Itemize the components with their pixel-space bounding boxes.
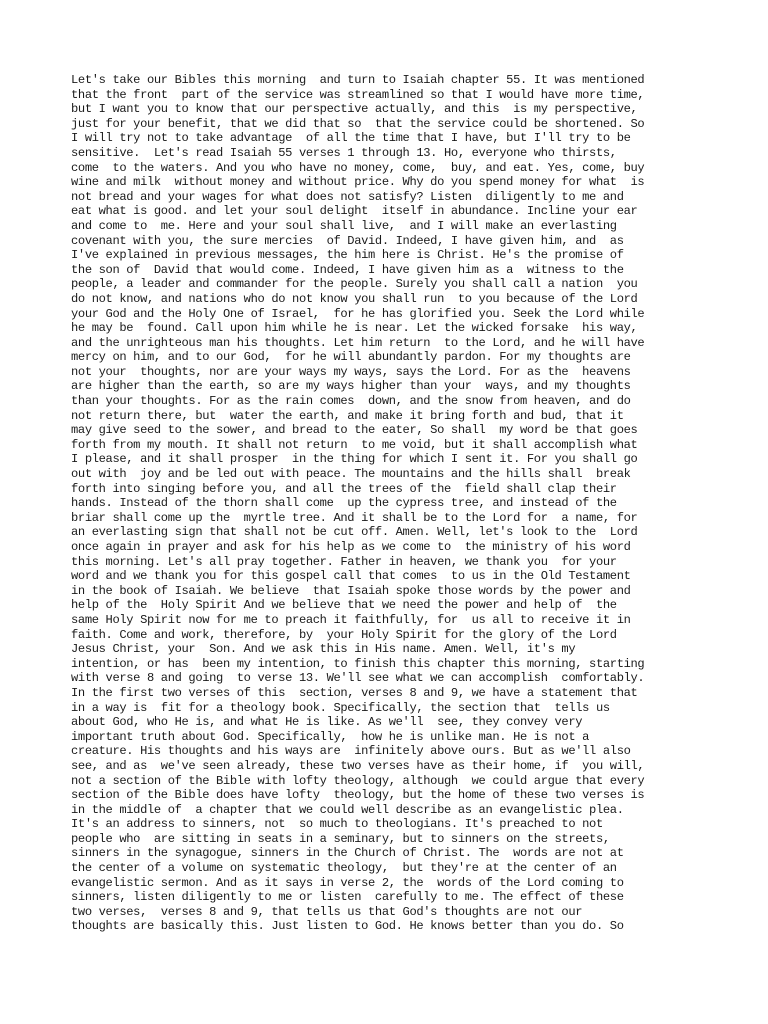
text-line: important truth about God. Specifically, how he is unlike man. He is not a [71,729,590,744]
text-line: evangelistic sermon. And as it says in verse 2, the words of the Lord coming to [71,875,624,890]
text-line: that the front part of the service was streamlined so that I would have more time, [71,87,645,102]
text-line: not your thoughts, nor are your ways my ways, says the Lord. For as the heavens [71,364,631,379]
text-line: forth from my mouth. It shall not return to me void, but it shall accomplish what [71,437,638,452]
text-line: intention, or has been my intention, to finish this chapter this morning, starting [71,656,645,671]
text-line: in the middle of a chapter that we could well describe as an evangelistic plea. [71,802,624,817]
text-line: and the unrighteous man his thoughts. Let him return to the Lord, and he will have [71,335,645,350]
text-line: thoughts are basically this. Just listen to God. He knows better than you do. So [71,919,624,934]
text-line: two verses, verses 8 and 9, that tells us that God's thoughts are not our [71,904,583,919]
text-line: help of the Holy Spirit And we believe that we need the power and help of the [71,598,617,613]
text-line: section of the Bible does have lofty theology, but the home of these two verses is [71,788,645,803]
text-line: not bread and your wages for what does not satisfy? Listen diligently to me and [71,189,624,204]
text-line: out with joy and be led out with peace. The mountains and the hills shall break [71,467,631,482]
text-line: sinners in the synagogue, sinners in the Church of Christ. The words are not at [71,846,624,861]
text-line: he may be found. Call upon him while he is near. Let the wicked forsake his way, [71,321,638,336]
text-line: It's an address to sinners, not so much to theologians. It's preached to not [71,817,603,832]
text-line: once again in prayer and ask for his help as we come to the ministry of his word [71,540,631,554]
text-line: Jesus Christ, your Son. And we ask this in His name. Amen. Well, it's my [71,642,576,657]
text-line: are higher than the earth, so are my ways higher than your ways, and my thoughts [71,379,631,394]
text-line: mercy on him, and to our God, for he will abundantly pardon. For my thoughts are [71,350,631,365]
text-line: not a section of the Bible with lofty theology, although we could argue that every [71,773,645,788]
text-line: than your thoughts. For as the rain comes down, and the snow from heaven, and do [71,394,631,409]
text-line: forth into singing before you, and all the trees of the field shall clap their [71,481,617,496]
text-line: not return there, but water the earth, and make it bring forth and bud, that it [71,408,624,423]
text-line: covenant with you, the sure mercies of David. Indeed, I have given him, and as [71,233,624,248]
text-line: do not know, and nations who do not know you shall run to you because of the Lord [71,291,638,306]
text-line: wine and milk without money and without price. Why do you spend money for what is [71,175,645,190]
text-line: in a way is fit for a theology book. Specifically, the section that tells us [71,700,610,715]
text-line: the center of a volume on systematic theology, but they're at the center of an [71,861,617,876]
text-line: people, a leader and commander for the people. Surely you shall call a nation you [71,277,638,292]
text-line: may give seed to the sower, and bread to the eater, So shall my word be that goes [71,423,638,438]
text-line: same Holy Spirit now for me to preach it faithfully, for us all to receive it in [71,612,631,627]
text-line: eat what is good. and let your soul delight itself in abundance. Incline your ear [71,204,638,219]
text-line: about God, who He is, and what He is like. As we'll see, they convey very [71,715,583,730]
text-line: word and we thank you for this gospel call that comes to us in the Old Testament [71,569,631,584]
text-line: see, and as we've seen already, these two verses have as their home, if you will, [71,758,645,773]
text-line: the son of David that would come. Indeed, I have given him as a witness to the [71,262,624,277]
text-line: I will try not to take advantage of all the time that I have, but I'll try to be [71,131,631,146]
text-line: with verse 8 and going to verse 13. We'll see what we can accomplish comfortably. [71,671,645,686]
text-line: I please, and it shall prosper in the thing for which I sent it. For you shall go [71,452,638,467]
text-line: Let's take our Bibles this morning and turn to Isaiah chapter 55. It was mentioned [71,73,645,87]
text-line: just for your benefit, that we did that so that the service could be shortened. So [71,116,645,131]
text-line: hands. Instead of the thorn shall come up the cypress tree, and instead of the [71,496,617,511]
text-line: this morning. Let's all pray together. Father in heaven, we thank you for your [71,554,617,569]
text-line: sinners, listen diligently to me or listen carefully to me. The effect of these [71,890,624,905]
text-line: and come to me. Here and your soul shall live, and I will make an everlasting [71,218,617,233]
text-line: faith. Come and work, therefore, by your Holy Spirit for the glory of the Lord [71,627,617,642]
text-line: your God and the Holy One of Israel, for he has glorified you. Seek the Lord while [71,306,645,321]
text-line: people who are sitting in seats in a seminary, but to sinners on the streets, [71,831,610,846]
text-line: creature. His thoughts and his ways are infinitely above ours. But as we'll also [71,744,631,759]
text-line: come to the waters. And you who have no money, come, buy, and eat. Yes, come, buy [71,160,645,175]
text-line: an everlasting sign that shall not be cut off. Amen. Well, let's look to the Lord [71,525,638,540]
text-line: but I want you to know that our perspective actually, and this is my perspective, [71,102,638,117]
text-line: I've explained in previous messages, the him here is Christ. He's the promise of [71,248,624,263]
text-line: In the first two verses of this section, verses 8 and 9, we have a statement that [71,685,638,700]
text-line: sensitive. Let's read Isaiah 55 verses 1 through 13. Ho, everyone who thirsts, [71,145,617,160]
text-line: briar shall come up the myrtle tree. And it shall be to the Lord for a name, for [71,510,638,525]
text-line: in the book of Isaiah. We believe that Isaiah spoke those words by the power and [71,583,631,598]
sermon-transcript-text [71,73,711,934]
